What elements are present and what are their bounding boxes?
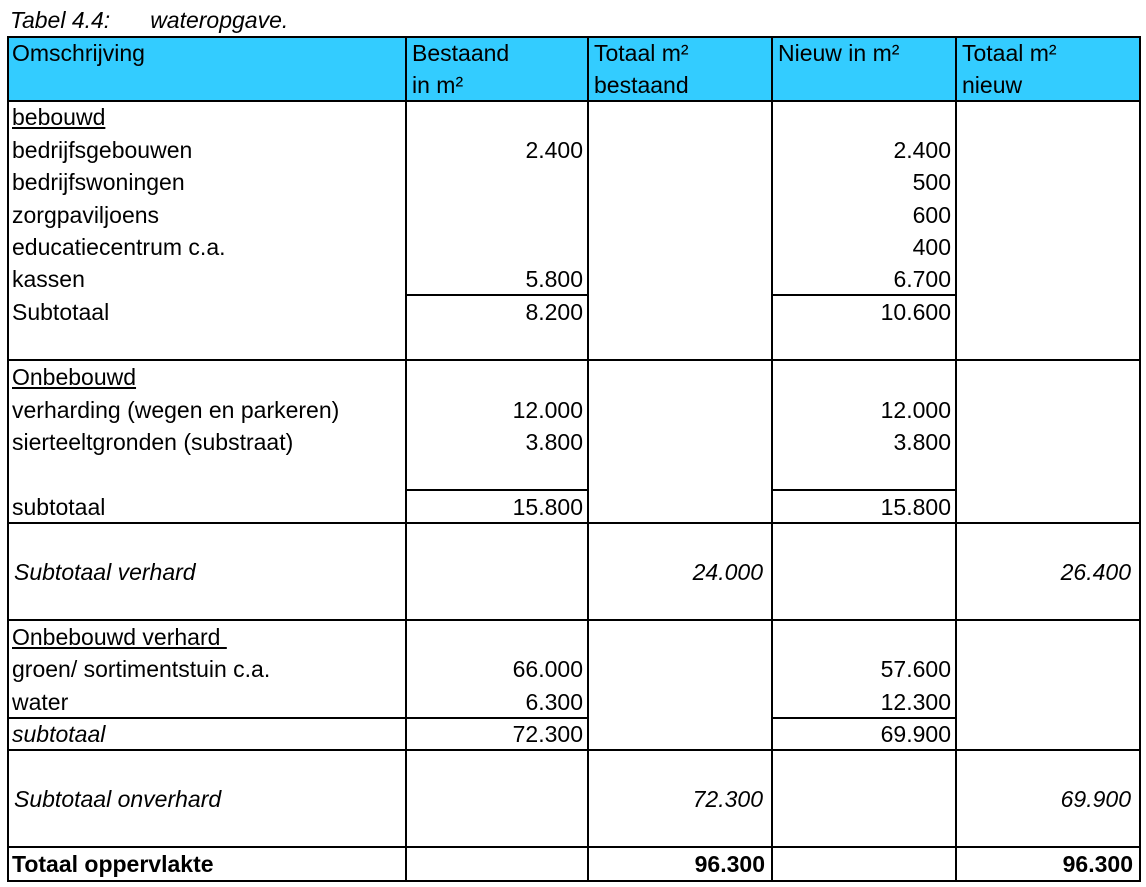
totaal-label: Totaal oppervlakte (12, 851, 214, 877)
cell-nieuw: 400 (912, 234, 951, 260)
header-bestaand: Bestaand (412, 40, 510, 66)
caption-label: Tabel 4.4: (10, 7, 111, 33)
cell-nieuw: 12.000 (880, 397, 951, 423)
subtotaal-onverhard-bestaand: 72.300 (692, 786, 763, 812)
cell-nieuw: 500 (912, 169, 951, 195)
row-label: kassen (12, 266, 85, 292)
cell-bestaand: 6.300 (525, 689, 583, 715)
section-heading: Onbebouwd verhard (12, 624, 227, 650)
cell-nieuw: 3.800 (893, 429, 951, 455)
cell-bestaand: 3.800 (525, 429, 583, 455)
section-heading: bebouwd (12, 104, 106, 130)
cell-nieuw: 2.400 (893, 137, 951, 163)
subtotal-label: Subtotaal (12, 299, 110, 325)
totaal-nieuw: 96.300 (1062, 851, 1133, 877)
cell-bestaand: 5.800 (525, 266, 583, 292)
subtotaal-onverhard-nieuw: 69.900 (1060, 786, 1131, 812)
caption-title: wateropgave. (150, 7, 289, 33)
border-bottom (7, 880, 1141, 882)
col-divider (771, 36, 773, 882)
col-divider (405, 36, 407, 882)
header-bestaand-unit: in m² (412, 72, 464, 98)
border-right (1139, 36, 1141, 882)
subtotal-bestaand: 15.800 (512, 494, 583, 520)
row-label: bedrijfswoningen (12, 169, 185, 195)
col-divider (955, 36, 957, 882)
subtotal-bestaand: 8.200 (525, 299, 583, 325)
section-heading: Onbebouwd (12, 364, 137, 390)
header-totaal-bestaand-sub: bestaand (594, 72, 689, 98)
border-left (7, 36, 9, 882)
row-label: verharding (wegen en parkeren) (12, 397, 340, 423)
col-divider (587, 36, 589, 882)
subtotaal-verhard-bestaand: 24.000 (692, 559, 763, 585)
cell-nieuw: 600 (912, 202, 951, 228)
cell-bestaand: 2.400 (525, 137, 583, 163)
subtotaal-onverhard-label: Subtotaal onverhard (14, 786, 222, 812)
row-label: groen/ sortimentstuin c.a. (12, 656, 271, 682)
header-nieuw: Nieuw in m² (778, 40, 900, 66)
header-totaal-nieuw-sub: nieuw (962, 72, 1023, 98)
subtotal-nieuw: 69.900 (880, 721, 951, 747)
cell-nieuw: 12.300 (880, 689, 951, 715)
table-caption (10, 6, 288, 34)
totaal-bestaand: 96.300 (694, 851, 765, 877)
row-label: water (12, 689, 69, 715)
header-omschrijving: Omschrijving (12, 40, 145, 66)
cell-nieuw: 6.700 (893, 266, 951, 292)
subtotal-bestaand: 72.300 (512, 721, 583, 747)
row-divider (7, 359, 1141, 361)
cell-bestaand: 12.000 (512, 397, 583, 423)
subtotaal-verhard-label: Subtotaal verhard (14, 559, 196, 585)
header-totaal-nieuw: Totaal m² (962, 40, 1057, 66)
row-label: sierteeltgronden (substraat) (12, 429, 294, 455)
subtotal-nieuw: 15.800 (880, 494, 951, 520)
subtotal-nieuw: 10.600 (880, 299, 951, 325)
row-label: educatiecentrum c.a. (12, 234, 226, 260)
header-totaal-bestaand: Totaal m² (594, 40, 689, 66)
subtotaal-verhard-nieuw: 26.400 (1060, 559, 1131, 585)
water-table (7, 36, 1141, 882)
cell-bestaand: 66.000 (512, 656, 583, 682)
row-label: zorgpaviljoens (12, 202, 160, 228)
subtotal-label: subtotaal (12, 494, 106, 520)
subtotal-label: subtotaal (12, 721, 106, 747)
cell-nieuw: 57.600 (880, 656, 951, 682)
row-label: bedrijfsgebouwen (12, 137, 193, 163)
